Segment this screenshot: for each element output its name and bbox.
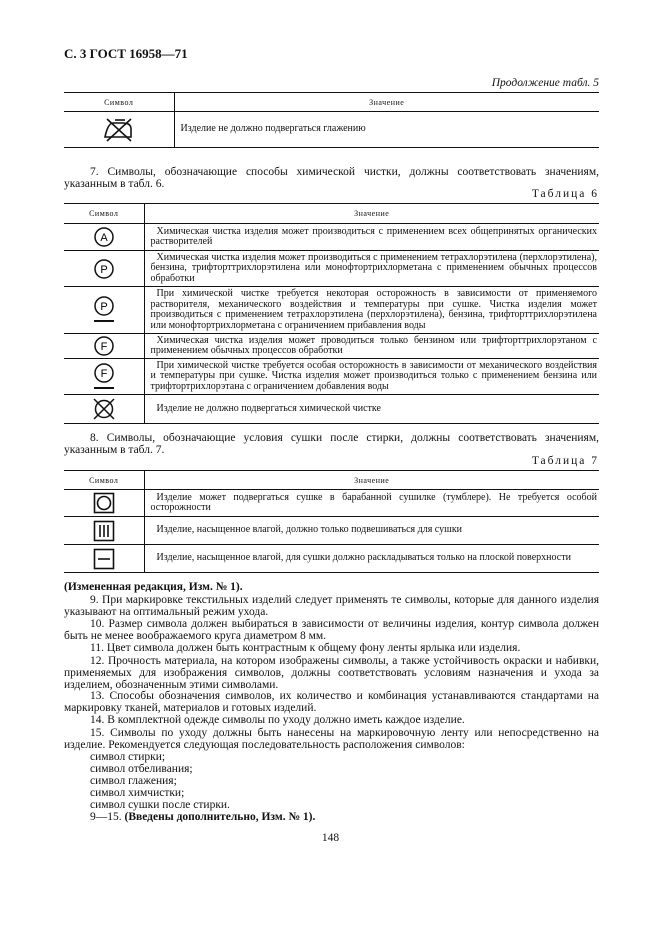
symbol-letter: F <box>100 367 108 380</box>
table7 <box>64 470 599 573</box>
paragraph-11: 11. Цвет символа должен быть контрастным к общему фону ленты ярлыка или изделия. <box>90 642 521 654</box>
table5-col-symbol: Символ <box>64 93 174 112</box>
table6-row-text: Химическая чистка изделия может проводиться только бензином или трифторттрихлорэтаном с применением обычных процессов обработки <box>144 334 599 359</box>
drip-dry-icon <box>93 520 115 542</box>
table5 <box>64 92 599 148</box>
symbol-order-list <box>90 751 490 811</box>
tumble-dry-icon <box>93 492 115 514</box>
paragraph-14: 14. В комплектной одежде символы по уходу должно иметь каждое изделие. <box>90 714 465 726</box>
table5-col-meaning: Значение <box>174 93 599 112</box>
paragraph-10: 10. Размер символа должен выбираться в зависимости от величины изделия, контур символа должен быть не менее воображаемого круга диаметром 8 мм. <box>64 618 599 642</box>
amendment-note: (Измененная редакция, Изм. № 1). <box>64 581 243 593</box>
symbol-letter: A <box>100 232 108 244</box>
table6-col-meaning: Значение <box>144 204 599 224</box>
table6-col-symbol: Символ <box>64 204 144 224</box>
table7-row-text: Изделие, насыщенное влагой, должно только подвешиваться для сушки <box>144 517 599 545</box>
table-row <box>64 517 599 545</box>
amendment-text: (Введены дополнительно, Изм. № 1). <box>124 811 316 823</box>
list-item: символ отбеливания; <box>90 763 193 775</box>
page-header: С. 3 ГОСТ 16958—71 <box>64 46 188 61</box>
symbol-letter: F <box>100 341 108 353</box>
page-number: 148 <box>321 832 340 844</box>
crossed-iron-icon <box>101 117 137 143</box>
table6-row-text: Химическая чистка изделия может производиться с применением всех общепринятых органических растворителей <box>144 224 599 251</box>
paragraph-9: 9. При маркировке текстильных изделий следует применять те символы, которые для данного изделия указывают на оптимальный режим ухода. <box>64 594 599 618</box>
table-row <box>64 490 599 517</box>
amendment-note-2 <box>64 811 599 823</box>
circle-p-underlined-icon <box>92 295 116 325</box>
list-item: символ химчистки; <box>90 787 185 799</box>
dry-flat-icon <box>93 548 115 570</box>
table-row <box>64 224 599 251</box>
table-row <box>64 334 599 359</box>
paragraph-7: 7. Символы, обозначающие способы химической чистки, должны соответствовать значениям, указанным в табл. 6. <box>64 166 599 190</box>
amendment-range: 9—15. <box>90 811 122 823</box>
paragraph-8: 8. Символы, обозначающие условия сушки после стирки, должны соответствовать значениям, указанным в табл. 7. <box>64 432 599 456</box>
circle-f-icon <box>93 335 115 357</box>
table7-row-text: Изделие может подвергаться сушке в барабанной сушилке (тумблере). Не требуется особой осторожности <box>144 490 599 517</box>
paragraph-13: 13. Способы обозначения символов, их количество и комбинация устанавливаются стандартами на маркировку тканей, материалов и готовых изделий. <box>64 690 599 714</box>
table7-col-meaning: Значение <box>144 471 599 490</box>
table6-row-text: Изделие не должно подвергаться химической чистке <box>144 395 599 424</box>
list-item: символ стирки; <box>90 751 166 763</box>
crossed-circle-icon <box>91 396 117 422</box>
table-row <box>64 545 599 573</box>
table6-row-text: Химическая чистка изделия может производиться с применением тетрахлорэтилена (перхлорэтилена), бензина, трифторттрихлорэтилена или монофтортрихлорметана с применением обычных процессов обработки <box>144 251 599 287</box>
table-row <box>64 395 599 424</box>
symbol-letter: P <box>100 263 108 276</box>
paragraph-15: 15. Символы по уходу должны быть нанесены на маркировочную ленту или непосредственно на изделие. Рекомендуется следующая последовательность расположения символов: <box>64 727 599 751</box>
table6-caption: Таблица 6 <box>531 188 599 200</box>
circle-a-icon <box>93 226 115 248</box>
table5-continuation: Продолжение табл. 5 <box>491 77 599 89</box>
table6-row-text: При химической чистке требуется некоторая осторожность в зависимости от применяемого растворителя, механического воздействия и температуры при сушке. Чистка изделия может производиться с применением тетрахлорэтилена (перхлорэтилена), бензина, трифторттрихлорэтилена или монофтортрихлорметана с ограничением прибавления воды <box>144 287 599 334</box>
paragraph-12: 12. Прочность материала, на котором изображены символы, а также устойчивость окраски и набивки, применяемых для изображения символов, должны соответствовать условиям назначения и ухода за изделием, обозначенным этими символами. <box>64 655 599 691</box>
table-row <box>64 287 599 334</box>
table7-caption: Таблица 7 <box>531 455 599 467</box>
list-item: символ глажения; <box>90 775 177 787</box>
table-row <box>64 359 599 395</box>
table6-row-text: При химической чистке требуется особая осторожность в зависимости от механического воздействия и температуры при сушке. Чистка изделия может производиться только с применением бензина или трифтортрихлорэтана с ограничением добавления воды <box>144 359 599 395</box>
circle-f-underlined-icon <box>92 362 116 392</box>
table6 <box>64 203 599 424</box>
table-row <box>64 112 599 148</box>
table7-col-symbol: Символ <box>64 471 144 490</box>
circle-p-icon <box>93 258 115 280</box>
symbol-letter: P <box>100 301 108 313</box>
table7-row-text: Изделие, насыщенное влагой, для сушки должно раскладываться только на плоской поверхности <box>144 545 599 573</box>
list-item: символ сушки после стирки. <box>90 799 230 811</box>
table-row <box>64 251 599 287</box>
table5-row-text: Изделие не должно подвергаться глажению <box>174 112 599 148</box>
